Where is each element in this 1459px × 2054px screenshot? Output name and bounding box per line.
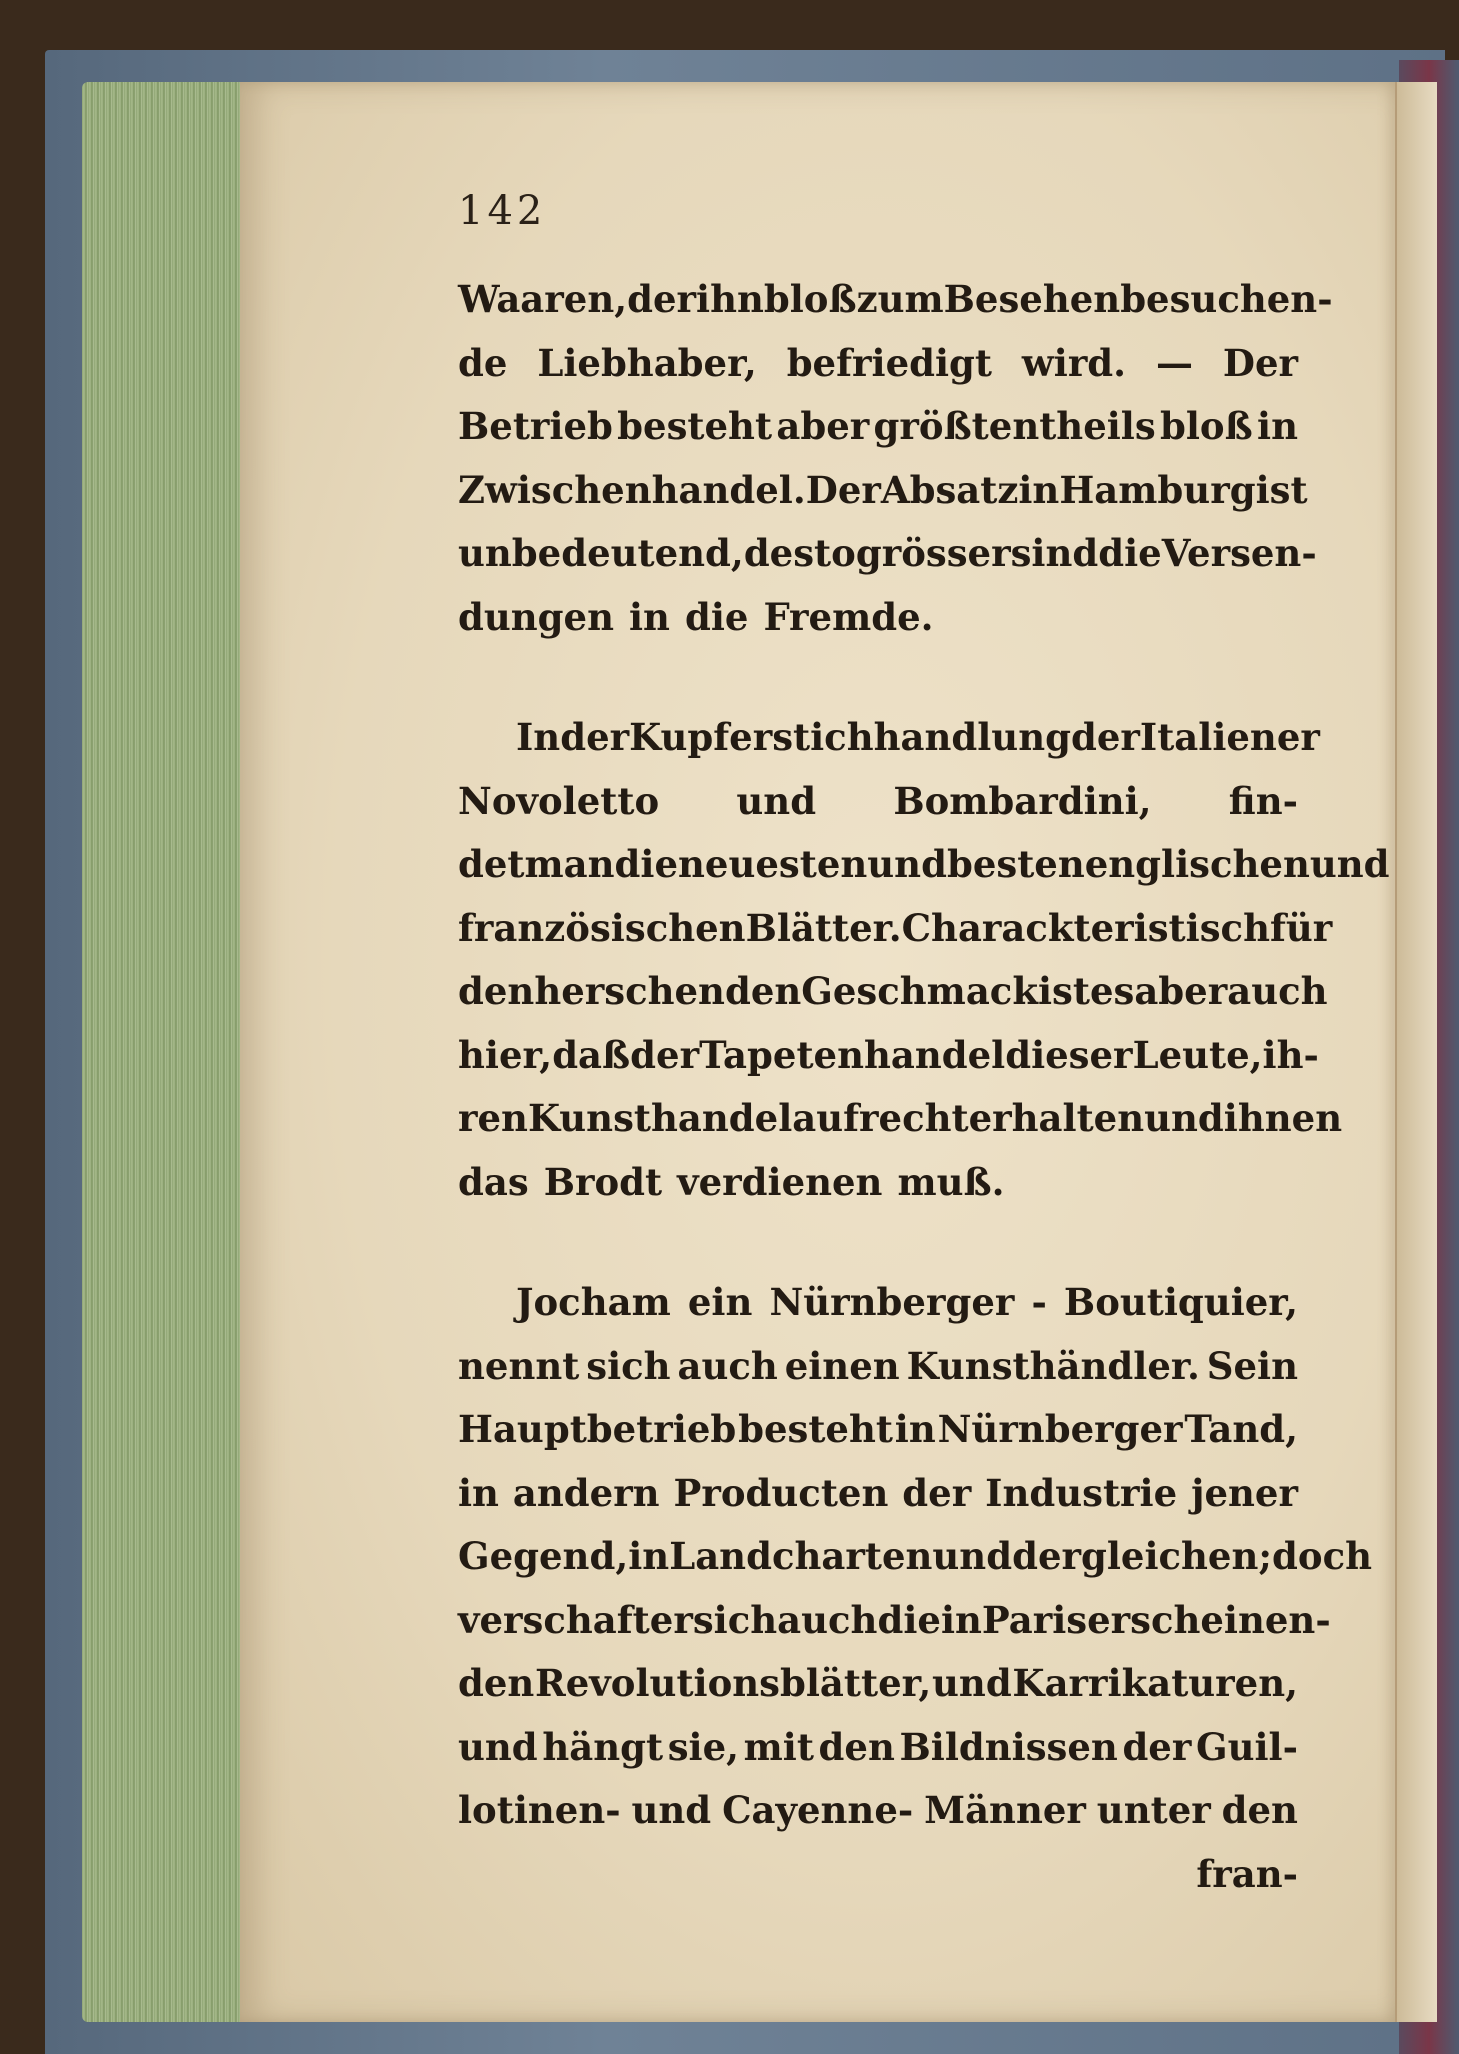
word: Cayenne- — [722, 1788, 914, 1832]
word: Blätter. — [745, 905, 902, 950]
word: die — [614, 842, 679, 886]
word: und — [932, 1534, 1013, 1578]
word: doch — [1272, 1534, 1373, 1578]
text-line — [458, 1151, 1298, 1215]
word: in — [940, 1597, 982, 1642]
page-number: 142 — [458, 188, 547, 234]
word: Waaren, — [458, 277, 628, 321]
text-line — [458, 1335, 1298, 1399]
word: neuesten — [678, 842, 868, 886]
word: die — [684, 594, 749, 639]
word: besuchen- — [1120, 277, 1333, 321]
word: Betrieb — [458, 404, 613, 448]
word: Brodt — [543, 1159, 663, 1204]
word: Nürnberger — [769, 1280, 1015, 1324]
word: aufrecht — [792, 1096, 969, 1140]
word: Kunsthandel — [527, 1096, 793, 1140]
word: Tapetenhandel — [699, 1032, 1006, 1077]
word: Absatz — [880, 467, 1019, 512]
word: sich — [586, 1343, 671, 1388]
text-line — [458, 1462, 1298, 1526]
word: die — [877, 1597, 941, 1642]
word: — — [1155, 340, 1193, 385]
word: größtentheils — [873, 404, 1156, 448]
word: ihn — [696, 277, 764, 321]
word: muß. — [897, 1159, 1005, 1204]
word: bloß — [763, 277, 857, 321]
text-line — [458, 706, 1320, 770]
word: Novoletto — [458, 778, 660, 823]
text-line — [458, 522, 1317, 586]
word: in — [628, 1534, 670, 1578]
word: ein — [687, 1280, 753, 1324]
word: englischen — [1084, 842, 1310, 886]
word: wird. — [1021, 340, 1127, 385]
word: Jocham — [516, 1280, 671, 1324]
word: det — [458, 842, 525, 886]
word: in — [1257, 404, 1298, 448]
word: ihnen — [1223, 1096, 1343, 1140]
word: den — [818, 1724, 895, 1769]
word: der — [902, 1470, 972, 1515]
word: Landcharten — [669, 1534, 933, 1578]
word: erscheinen- — [1087, 1597, 1331, 1642]
word: verschaft — [458, 1597, 650, 1642]
word: den — [458, 969, 535, 1013]
word: Geschmack — [801, 969, 1038, 1013]
word: man — [524, 842, 615, 886]
word: der — [630, 1032, 700, 1077]
word: in — [1018, 467, 1060, 512]
word: französischen — [458, 905, 746, 950]
word: besten — [946, 842, 1085, 886]
word: ist — [1255, 467, 1308, 512]
word: mit — [743, 1724, 814, 1769]
word: In — [516, 715, 561, 759]
word: und — [631, 1788, 712, 1832]
word: ih- — [1262, 1032, 1319, 1077]
word: und — [1309, 842, 1390, 886]
word: aber — [776, 404, 870, 448]
word: der — [1070, 715, 1140, 759]
paragraph-gap — [458, 649, 1298, 706]
word: der — [1122, 1724, 1192, 1769]
text-line — [458, 1525, 1373, 1589]
text-line — [458, 770, 1298, 834]
word: lotinen- — [458, 1788, 621, 1832]
word: dungen — [458, 594, 614, 639]
word: er — [649, 1597, 693, 1642]
word: Leute, — [1132, 1032, 1263, 1077]
word: Industrie — [985, 1470, 1178, 1515]
word: das — [458, 1159, 529, 1204]
word: Hamburg — [1059, 467, 1256, 512]
word: unter — [1096, 1788, 1211, 1832]
word: grösser — [855, 531, 1011, 575]
word: Producten — [673, 1470, 889, 1515]
word: daß — [552, 1032, 631, 1077]
word: sie, — [667, 1724, 739, 1769]
word: Guil- — [1195, 1724, 1298, 1769]
word: Karrikaturen, — [1012, 1661, 1298, 1705]
word: den — [458, 1661, 535, 1705]
word: Hauptbetrieb — [458, 1407, 737, 1451]
word: Zwischenhandel. — [458, 467, 806, 512]
word: und — [736, 778, 817, 823]
word: Besehen — [943, 277, 1121, 321]
word: andern — [512, 1470, 660, 1515]
word: unbedeutend, — [458, 531, 744, 575]
word: Sein — [1206, 1343, 1298, 1388]
page-edges — [82, 82, 247, 2022]
word: in — [894, 1407, 936, 1451]
word: hängt — [542, 1724, 664, 1769]
text-line — [458, 1271, 1298, 1335]
text-line — [458, 833, 1390, 897]
text-line — [458, 586, 1298, 650]
word: auch — [1227, 969, 1328, 1013]
word: besteht — [738, 1407, 893, 1451]
word: die — [1098, 531, 1162, 575]
word: in — [629, 594, 670, 639]
word: Nürnberger — [937, 1407, 1183, 1451]
word: es — [1089, 969, 1135, 1013]
word: dergleichen; — [1012, 1534, 1273, 1578]
text-line — [458, 1716, 1298, 1780]
catchword-line — [458, 1843, 1298, 1907]
word: auch — [677, 1343, 778, 1388]
word: und — [458, 1724, 538, 1769]
word: sich — [692, 1597, 778, 1642]
word: Männer — [924, 1788, 1086, 1832]
word: Fremde. — [763, 594, 934, 639]
word: und — [932, 1661, 1012, 1705]
body-text — [458, 268, 1390, 1906]
text-line — [458, 1589, 1331, 1653]
word: fin- — [1228, 778, 1298, 823]
word: verdienen — [677, 1159, 883, 1204]
word: de — [458, 340, 508, 385]
word: der — [560, 715, 630, 759]
word: den — [1221, 1788, 1298, 1832]
text-line — [458, 332, 1298, 396]
text-line — [458, 960, 1328, 1024]
word: in — [458, 1470, 499, 1515]
text-line — [458, 1024, 1319, 1088]
word: einen — [784, 1343, 900, 1388]
word: Kunsthändler. — [906, 1343, 1200, 1388]
word: Kupferstichhandlung — [629, 715, 1071, 759]
word: herschenden — [534, 969, 802, 1013]
word: desto — [743, 531, 856, 575]
word: ren — [458, 1096, 528, 1140]
word: nennt — [458, 1343, 580, 1388]
catchword: fran- — [1196, 1851, 1298, 1896]
word: befriedigt — [786, 340, 992, 385]
word: Bombardini, — [893, 778, 1152, 823]
word: aber — [1134, 969, 1228, 1013]
text-line — [458, 1779, 1298, 1843]
text-line — [458, 1652, 1298, 1716]
word: der — [627, 277, 697, 321]
text-line — [458, 268, 1333, 332]
facing-page-edge — [1395, 82, 1437, 2022]
text-line — [458, 1087, 1343, 1151]
word: Italiener — [1139, 715, 1320, 759]
word: Tand, — [1184, 1407, 1298, 1451]
word: bloß — [1160, 404, 1253, 448]
word: Revolutionsblätter, — [535, 1661, 932, 1705]
text-line — [458, 1398, 1298, 1462]
word: hier, — [458, 1032, 553, 1077]
text-line — [458, 395, 1298, 459]
text-line — [458, 459, 1308, 523]
word: Der — [805, 467, 881, 512]
word: Charackteristisch — [901, 905, 1270, 950]
word: - — [1031, 1280, 1047, 1324]
word: dieser — [1005, 1032, 1133, 1077]
word: und — [867, 842, 947, 886]
word: zum — [856, 277, 944, 321]
word: sind — [1010, 531, 1099, 575]
word: Bildnissen — [899, 1724, 1118, 1769]
word: besteht — [617, 404, 773, 448]
word: ist — [1037, 969, 1090, 1013]
word: Paris — [981, 1597, 1088, 1642]
word: und — [1144, 1096, 1224, 1140]
text-line — [458, 897, 1333, 961]
paragraph-gap — [458, 1214, 1298, 1271]
word: Der — [1222, 340, 1298, 385]
word: jener — [1191, 1470, 1298, 1515]
word: Versen- — [1161, 531, 1317, 575]
word: auch — [777, 1597, 878, 1642]
word: für — [1269, 905, 1333, 950]
word: Boutiquier, — [1063, 1280, 1298, 1324]
word: Liebhaber, — [537, 340, 757, 385]
word: Gegend, — [458, 1534, 629, 1578]
word: erhalten — [968, 1096, 1145, 1140]
